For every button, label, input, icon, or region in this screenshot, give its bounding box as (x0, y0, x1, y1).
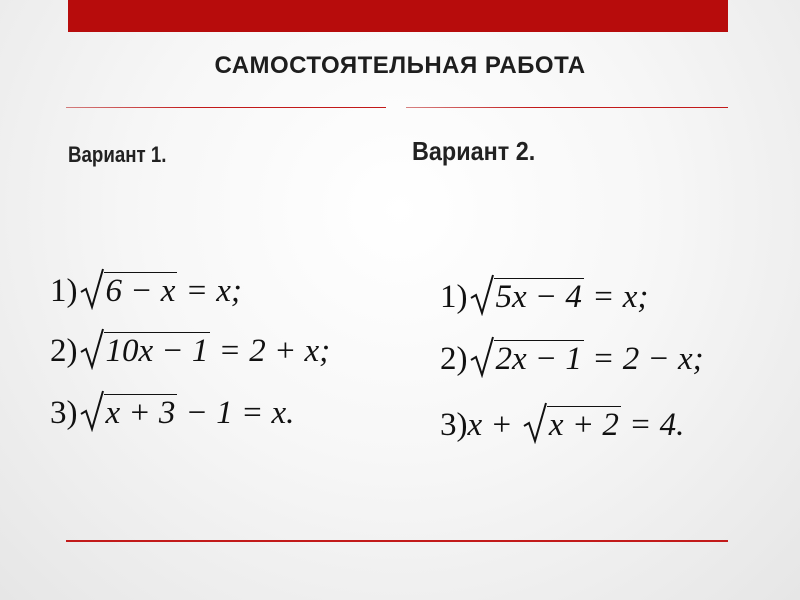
divider-left (66, 107, 386, 108)
variant-2-label: Вариант 2. (412, 136, 536, 166)
variant-1-equation-1 (50, 272, 242, 308)
radical (470, 340, 584, 376)
equation-number: 1) (440, 279, 468, 315)
variant-2-equation-2 (440, 340, 704, 376)
variant-1-equation-3 (50, 394, 294, 430)
radical (523, 406, 621, 442)
radicand: x + 3 (105, 395, 176, 431)
equation-number: 1) (50, 273, 78, 309)
radical (80, 272, 178, 308)
radicand: 6 − x (105, 273, 176, 309)
radical-sign-icon (470, 336, 494, 378)
top-accent-bar (68, 0, 728, 32)
bottom-divider (66, 540, 728, 542)
variant-2-equation-1 (440, 278, 648, 314)
equation-rest: = 2 + x; (210, 333, 331, 369)
divider-right (406, 107, 728, 108)
equation-rest: = x; (583, 279, 649, 315)
radical-sign-icon (523, 402, 547, 444)
radicand: x + 2 (548, 407, 619, 443)
radical (80, 332, 211, 368)
equation-number: 2) (50, 333, 78, 369)
radicand: 10x − 1 (105, 333, 209, 369)
variant-1-equation-2 (50, 332, 330, 368)
radical (470, 278, 584, 314)
equation-number: 2) (440, 341, 468, 377)
radical-sign-icon (80, 268, 104, 310)
equation-number: 3) (440, 407, 468, 443)
radical-sign-icon (80, 390, 104, 432)
equation-prefix: x + (467, 407, 521, 443)
variant-2-equation-3 (440, 406, 684, 442)
radical-sign-icon (470, 274, 494, 316)
equation-rest: = 2 − x; (583, 341, 704, 377)
radical (80, 394, 178, 430)
variant-1-label: Вариант 1. (68, 142, 167, 167)
equation-number: 3) (50, 395, 78, 431)
slide-title: САМОСТОЯТЕЛЬНАЯ РАБОТА (214, 52, 586, 79)
equation-rest: − 1 = x. (177, 395, 295, 431)
equation-rest: = x; (177, 273, 242, 309)
radicand: 2x − 1 (495, 341, 582, 377)
radical-sign-icon (80, 328, 104, 370)
radicand: 5x − 4 (495, 279, 582, 315)
equation-rest: = 4. (620, 407, 685, 443)
